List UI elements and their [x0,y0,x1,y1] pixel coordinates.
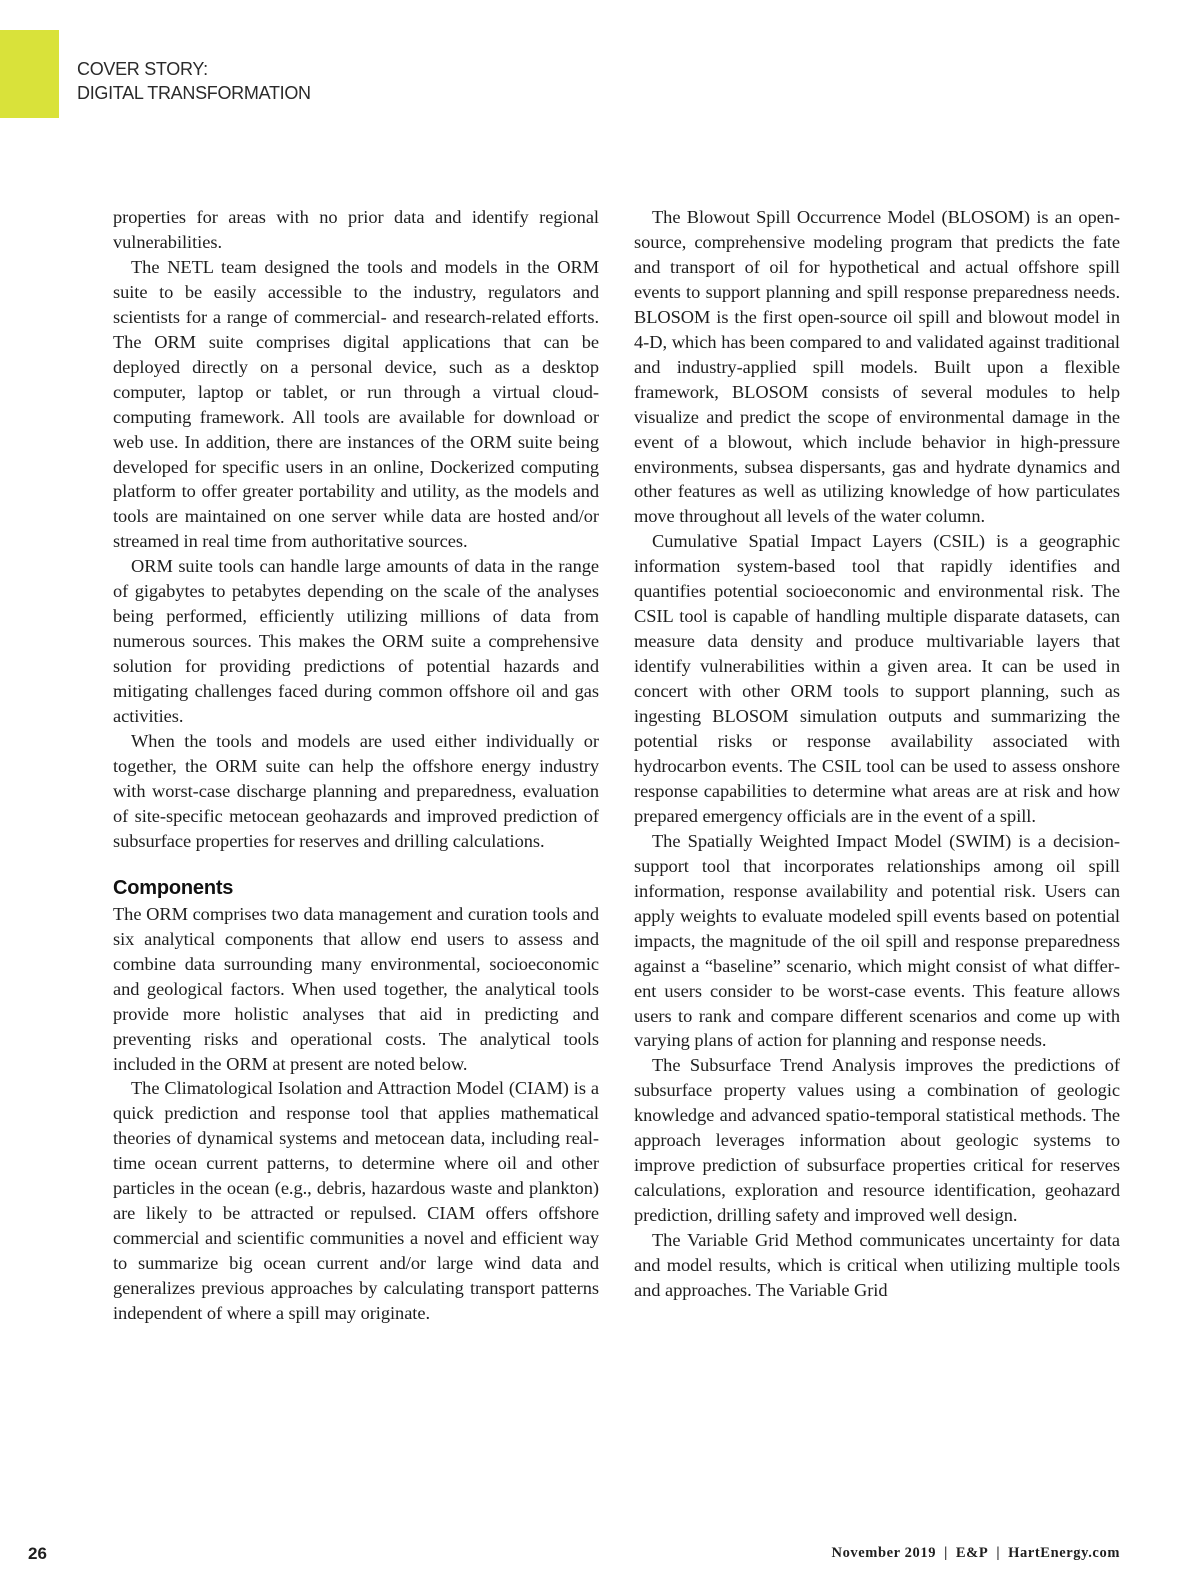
paragraph: The Spatially Weighted Impact Model (SWIM) is a decision-support tool that incorporates relationships among oil spill information, response availability and potential risk. Users can apply weights to evaluate modeled spill events based on potential impacts, the magnitude of the oil spill and response preparedness against a “baseline” scenario, which might consist of what different users consider to be worst-case events. This feature allows users to rank and compare different scenarios and come up with varying plans of action for planning and response needs. [634,830,1120,1051]
paragraph: properties for areas with no prior data and identify regional vulnerabilities. [113,207,599,252]
paragraph: Cumulative Spatial Impact Layers (CSIL) is a geographic information system-based tool that rapidly identifies and quantifies potential socioeconomic and environmental risk. The CSIL tool is capable of handling multiple disparate datasets, can measure data density and produce multivariable layers that identify vulnerabilities within a given area. It can be used in concert with other ORM tools to support planning, such as ingesting BLOSOM simulation outputs and summarizing the potential risks or response availability associated with hydrocarbon events. The CSIL tool can be used to assess onshore response capabilities to determine what areas are at risk and how prepared emergency officials are in the event of a spill. [634,531,1120,826]
paragraph: The Subsurface Trend Analysis improves the predictions of subsurface property values using a combination of geologic knowledge and advanced spatio-temporal statistical methods. The approach leverages information about geologic systems to improve prediction of subsurface properties critical for reserves calculations, exploration and resource identification, geohazard prediction, drilling safety and improved well design. [634,1055,1120,1226]
paragraph: When the tools and models are used either individually or together, the ORM suite can help the offshore energy industry with worst-case discharge planning and preparedness, evaluation of site-specific metocean geohazards and improved prediction of subsurface properties for reserves and drilling calculations. [113,731,599,851]
section-heading-components: Components [113,876,234,899]
left-column [113,205,599,1326]
page-footer [0,1544,1200,1564]
paragraph: ORM suite tools can handle large amounts of data in the range of gigabytes to petabytes depending on the scale of the analyses being performed, efficiently utilizing millions of data from numerous sources. This makes the ORM suite a comprehensive solution for providing predictions of potential hazards and mitigating challenges faced during common offshore oil and gas activities. [113,556,599,727]
footer-credit [832,1545,1121,1562]
kicker-line-2: DIGITAL TRANSFORMATION [77,83,311,103]
paragraph: The ORM comprises two data management and curation tools and six analytical components that allow end users to assess and combine data surrounding many environmental, socioeconomic and geological factors. When used together, the analytical tools provide more holistic analyses that aid in predicting and preventing risks and operational costs. The analytical tools included in the ORM at present are noted below. [113,903,599,1074]
paragraph: The Variable Grid Method communicates uncertainty for data and model results, which is critical when utilizing multiple tools and approaches. The Variable Grid [634,1230,1120,1300]
section-kicker [77,57,311,105]
section-accent-tab [0,30,59,118]
page-number: 26 [28,1544,47,1563]
paragraph: The Blowout Spill Occurrence Model (BLOSOM) is an open-source, comprehensive modeling program that predicts the fate and transport of oil for hypothetical and actual offshore spill events to support planning and spill response preparedness needs. BLOSOM is the first open-source oil spill and blowout model in 4-D, which has been compared to and validated against traditional and industry-applied spill models. Built upon a flexible framework, BLOSOM consists of several modules to help visualize and predict the scope of environmental damage in the event of a blowout, which include behavior in high-pressure environments, subsea dispersants, gas and hydrate dynamics and other features as well as utilizing knowledge of how particulates move throughout all levels of the water column. [634,207,1120,527]
footer-separator: | [996,1545,1001,1561]
publication-name: E&P [955,1545,989,1561]
paragraph: The Climatological Isolation and Attraction Model (CIAM) is a quick prediction and response tool that applies mathematical theories of dynamical systems and metocean data, including real-time ocean current patterns, to determine where oil and other particles in the ocean (e.g., debris, hazardous waste and plankton) are likely to be attracted or repulsed. CIAM offers offshore commercial and scientific communities a novel and efficient way to summarize big ocean current and/or large wind data and generalizes previous approaches by calculating transport patterns independent of where a spill may originate. [113,1078,599,1324]
kicker-line-1: COVER STORY: [77,59,208,79]
issue-date: November 2019 [831,1545,937,1561]
website-link[interactable]: HartEnergy.com [1008,1545,1120,1561]
footer-separator: | [944,1545,948,1561]
paragraph: The NETL team designed the tools and models in the ORM suite to be easily accessible to the industry, regulators and scientists for a range of commercial- and research-related efforts. The ORM suite comprises digital applications that can be deployed directly on a personal device, such as a desktop computer, laptop or tablet, or run through a virtual cloud-computing framework. All tools are available for download or web use. In addition, there are instances of the ORM suite being developed for specific users in an online, Dockerized computing platform to offer greater portability and utility, as the models and tools are maintained on one server while data are hosted and/or streamed in real time from authoritative sources. [113,256,599,552]
right-column [634,205,1120,1303]
